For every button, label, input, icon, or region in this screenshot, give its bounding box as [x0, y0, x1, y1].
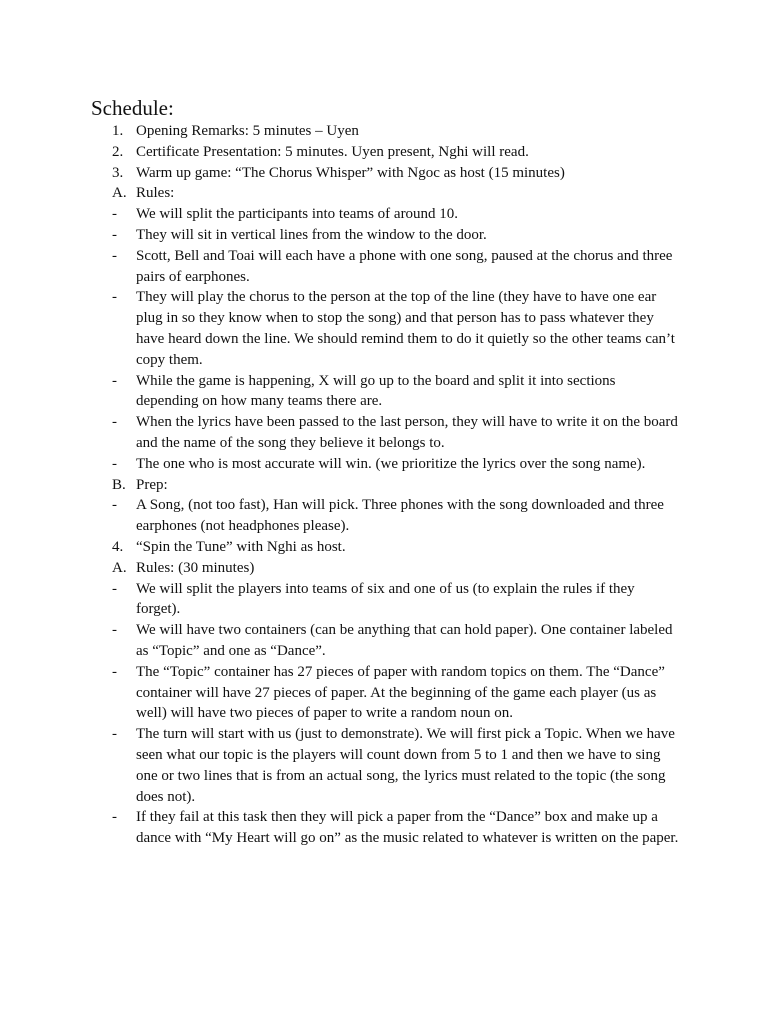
list-item — [112, 620, 680, 662]
schedule-list — [112, 121, 680, 849]
list-item-text: We will split the players into teams of six and one of us (to explain the rules if they forget). — [136, 580, 635, 618]
list-marker: - — [112, 414, 117, 431]
list-marker: - — [112, 226, 117, 243]
list-item — [112, 246, 680, 288]
list-marker: - — [112, 726, 117, 743]
list-marker: A. — [112, 185, 127, 202]
list-item-text: Scott, Bell and Toai will each have a phone with one song, paused at the chorus and three pairs of earphones. — [136, 247, 673, 285]
list-item — [112, 495, 680, 537]
list-marker: - — [112, 455, 117, 472]
list-item — [112, 225, 680, 246]
list-item-text: They will play the chorus to the person at the top of the line (they have to have one ear plug in so they know when to stop the song) and that person has to pass whatever they have heard down the line. We should remind them to do it quietly so the other teams can’t copy them. — [136, 289, 675, 368]
list-marker: - — [112, 809, 117, 826]
list-marker: - — [112, 622, 117, 639]
list-marker: A. — [112, 559, 127, 576]
list-item-text: The “Topic” container has 27 pieces of paper with random topics on them. The “Dance” container will have 27 pieces of paper. At the beginning of the game each player (us as well) will have two pieces of paper to write a random noun on. — [136, 663, 665, 722]
list-item — [112, 121, 680, 142]
list-item — [112, 475, 680, 496]
list-item — [112, 412, 680, 454]
list-marker: - — [112, 289, 117, 306]
list-item-text: A Song, (not too fast), Han will pick. Three phones with the song downloaded and three earphones (not headphones please). — [136, 497, 664, 535]
list-item — [112, 579, 680, 621]
list-marker: 3. — [112, 164, 124, 181]
list-item-text: The turn will start with us (just to demonstrate). We will first pick a Topic. When we have seen what our topic is the players will count down from 5 to 1 and then we have to sing one or two lines that is from an actual song, the lyrics must related to the topic (the song does not). — [136, 726, 675, 805]
list-item-text: Rules: — [136, 185, 175, 202]
list-item — [112, 537, 680, 558]
list-item-text: We will split the participants into teams of around 10. — [136, 206, 459, 223]
list-marker: - — [112, 497, 117, 514]
list-item — [112, 371, 680, 413]
list-marker: 2. — [112, 143, 124, 160]
list-marker: - — [112, 580, 117, 597]
list-item-text: Certificate Presentation: 5 minutes. Uyen present, Nghi will read. — [136, 143, 529, 160]
list-item-text: We will have two containers (can be anything that can hold paper). One container labeled as “Topic” and one as “Dance”. — [136, 622, 673, 659]
list-item-text: They will sit in vertical lines from the window to the door. — [136, 226, 487, 243]
list-item — [112, 183, 680, 204]
list-item — [112, 558, 680, 579]
list-item — [112, 724, 680, 807]
list-item — [112, 163, 680, 184]
list-item-text: The one who is most accurate will win. (we prioritize the lyrics over the song name). — [136, 455, 646, 472]
list-item-text: Prep: — [136, 476, 168, 493]
list-marker: - — [112, 372, 117, 389]
list-item-text: Opening Remarks: 5 minutes – Uyen — [136, 123, 359, 139]
list-marker: - — [112, 663, 117, 680]
list-item-text: Rules: (30 minutes) — [136, 559, 255, 576]
list-item — [112, 807, 680, 849]
list-marker: - — [112, 247, 117, 264]
list-item — [112, 204, 680, 225]
list-marker: - — [112, 206, 117, 223]
list-item-text: While the game is happening, X will go up to the board and split it into sections depending on how many teams there are. — [136, 372, 616, 410]
list-item-text: Warm up game: “The Chorus Whisper” with Ngoc as host (15 minutes) — [136, 164, 565, 181]
page-title: Schedule: — [91, 96, 174, 120]
list-item — [112, 287, 680, 370]
list-item-text: If they fail at this task then they will pick a paper from the “Dance” box and make up a dance with “My Heart will go on” as the music related to whatever is written on the paper. — [136, 809, 679, 847]
list-item — [112, 142, 680, 163]
list-item-text: “Spin the Tune” with Nghi as host. — [136, 538, 346, 555]
list-marker: 1. — [112, 123, 124, 139]
list-marker: 4. — [112, 538, 124, 555]
list-item — [112, 662, 680, 724]
list-item-text: When the lyrics have been passed to the last person, they will have to write it on the board and the name of the song they believe it belongs to. — [136, 414, 678, 451]
list-marker: B. — [112, 476, 126, 493]
list-item — [112, 454, 680, 475]
